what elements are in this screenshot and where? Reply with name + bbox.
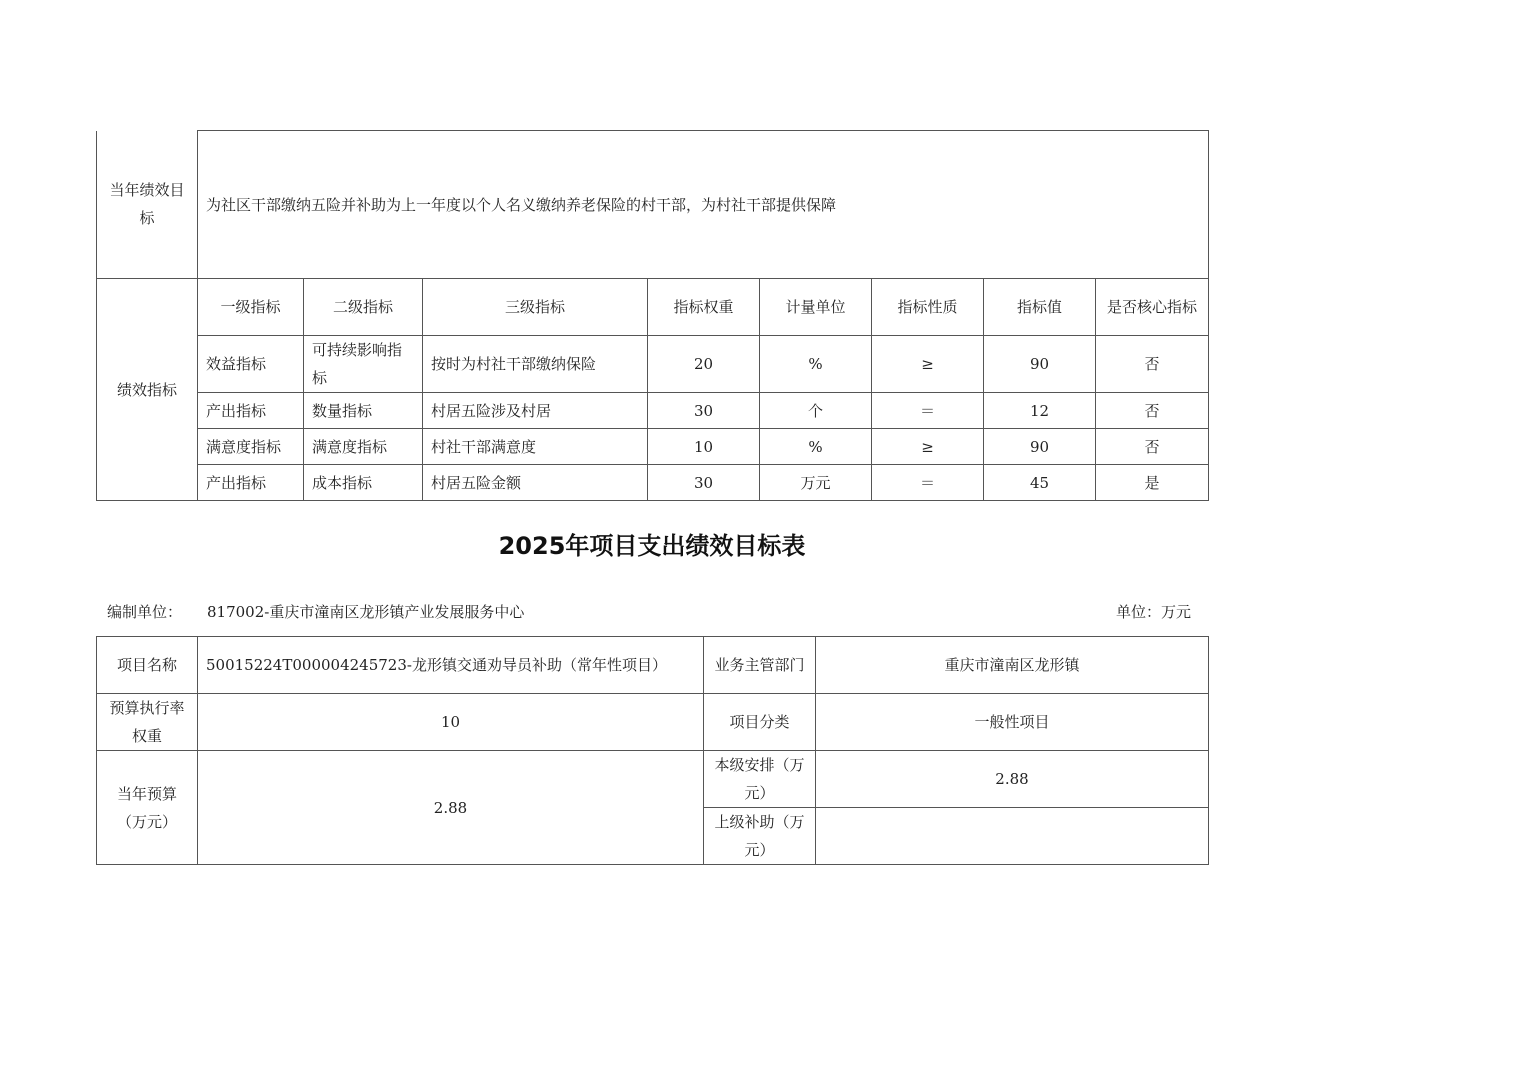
- compiler-info: [107, 601, 524, 623]
- cell-value: 90: [984, 429, 1096, 465]
- cell-core: 是: [1096, 465, 1209, 501]
- project-name-label: 项目名称: [97, 637, 198, 694]
- cell-core: 否: [1096, 429, 1209, 465]
- cell-unit: %: [760, 429, 872, 465]
- project-row: [97, 637, 1209, 694]
- header-nature: 指标性质: [872, 279, 984, 336]
- cell-unit: 个: [760, 393, 872, 429]
- cell-unit: %: [760, 336, 872, 393]
- header-core: 是否核心指标: [1096, 279, 1209, 336]
- upper-label: 上级补助（万元）: [704, 808, 816, 865]
- cell-level3: 村社干部满意度: [423, 429, 648, 465]
- category-value: 一般性项目: [816, 694, 1209, 751]
- upper-value: [816, 808, 1209, 865]
- rate-value: 10: [198, 694, 704, 751]
- category-label: 项目分类: [704, 694, 816, 751]
- compiler-label: 编制单位：: [107, 603, 183, 621]
- cell-level1: 产出指标: [198, 465, 304, 501]
- cell-level2: 满意度指标: [304, 429, 423, 465]
- local-value: 2.88: [816, 751, 1209, 808]
- unit-label: 单位：万元: [1116, 603, 1192, 621]
- cell-nature: ≥: [872, 336, 984, 393]
- indicator-header-row: [97, 279, 1209, 336]
- table-row: [97, 336, 1209, 393]
- goal-label: 当年绩效目标: [97, 131, 198, 279]
- cell-nature: ＝: [872, 393, 984, 429]
- header-unit: 计量单位: [760, 279, 872, 336]
- cell-weight: 10: [648, 429, 760, 465]
- rate-label: 预算执行率权重: [97, 694, 198, 751]
- table-row: [97, 429, 1209, 465]
- budget-row: [97, 751, 1209, 808]
- project-info-table: [96, 636, 1209, 865]
- goal-row: [97, 131, 1209, 279]
- rate-row: [97, 694, 1209, 751]
- table-row: [97, 465, 1209, 501]
- cell-level1: 满意度指标: [198, 429, 304, 465]
- header-level1: 一级指标: [198, 279, 304, 336]
- cell-unit: 万元: [760, 465, 872, 501]
- cell-weight: 30: [648, 465, 760, 501]
- cell-core: 否: [1096, 336, 1209, 393]
- header-value: 指标值: [984, 279, 1096, 336]
- cell-value: 90: [984, 336, 1096, 393]
- table-row: [97, 393, 1209, 429]
- cell-core: 否: [1096, 393, 1209, 429]
- performance-indicator-table: [96, 130, 1209, 501]
- cell-level1: 产出指标: [198, 393, 304, 429]
- cell-value: 45: [984, 465, 1096, 501]
- cell-level1: 效益指标: [198, 336, 304, 393]
- cell-level2: 成本指标: [304, 465, 423, 501]
- cell-level2: 可持续影响指标: [304, 336, 423, 393]
- cell-nature: ≥: [872, 429, 984, 465]
- budget-value: 2.88: [198, 751, 704, 865]
- dept-label: 业务主管部门: [704, 637, 816, 694]
- cell-value: 12: [984, 393, 1096, 429]
- cell-nature: ＝: [872, 465, 984, 501]
- header-level2: 二级指标: [304, 279, 423, 336]
- cell-level3: 村居五险涉及村居: [423, 393, 648, 429]
- project-name-value: 50015224T000004245723-龙形镇交通劝导员补助（常年性项目）: [198, 637, 704, 694]
- cell-level3: 按时为村社干部缴纳保险: [423, 336, 648, 393]
- header-level3: 三级指标: [423, 279, 648, 336]
- page-title: 2025年项目支出绩效目标表: [498, 532, 806, 560]
- header-weight: 指标权重: [648, 279, 760, 336]
- budget-label: 当年预算（万元）: [97, 751, 198, 865]
- local-label: 本级安排（万元）: [704, 751, 816, 808]
- goal-text: 为社区干部缴纳五险并补助为上一年度以个人名义缴纳养老保险的村干部，为村社干部提供保障: [198, 131, 1209, 279]
- dept-value: 重庆市潼南区龙形镇: [816, 637, 1209, 694]
- cell-level2: 数量指标: [304, 393, 423, 429]
- cell-level3: 村居五险金额: [423, 465, 648, 501]
- cell-weight: 20: [648, 336, 760, 393]
- compiler-value: 817002-重庆市潼南区龙形镇产业发展服务中心: [207, 603, 525, 621]
- indicators-label: 绩效指标: [97, 279, 198, 501]
- cell-weight: 30: [648, 393, 760, 429]
